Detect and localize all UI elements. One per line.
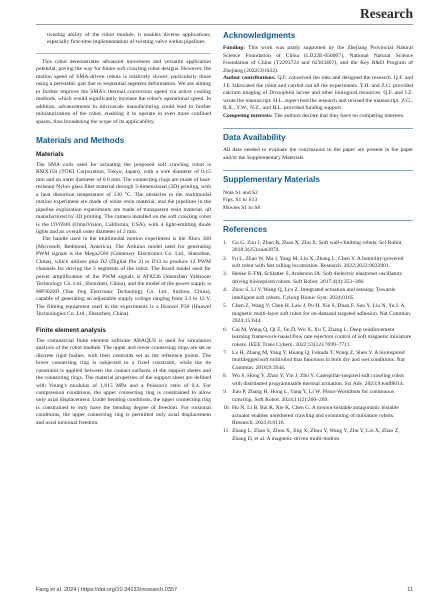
reference-text: Henke E-FM, Schlatter S, Anderson IA. Soft dielectric elastomer oscillators driving bioinspired robots. Soft Robot. 2017;4(4):353–366. bbox=[232, 271, 402, 285]
reference-number: 8. bbox=[223, 373, 228, 380]
author-contributions-paragraph bbox=[223, 75, 413, 112]
reference-number: 1. bbox=[223, 239, 228, 246]
author-text-1: Q.F. conceived the idea and designed the research. Q.F. and J.F. fabricated the robot and carried out all the experiments. Y.H. and Z.G. provided calcium imaging of bbox=[223, 75, 413, 97]
reference-text: Zhou S, Li Y, Wang Q, Lyu Z. Integrated actuation and sensing: Towards intelligent soft robots. Cyborg Bionic Syst. 2024;0105. bbox=[232, 287, 396, 301]
reference-list bbox=[223, 240, 413, 444]
data-availability-heading: Data Availability bbox=[223, 132, 286, 142]
reference-item bbox=[223, 428, 413, 443]
reference-text: Hu N, Li B, Bai R, Xie K, Chen G. A torsion-bistable antagonistic bistable actuator enables untethered crawling and swimming of miniature robots. Research. 2023;6:0116. bbox=[232, 405, 399, 427]
competing-interests-paragraph bbox=[223, 113, 413, 120]
divider bbox=[36, 53, 211, 54]
reference-number: 11. bbox=[223, 428, 230, 435]
left-column bbox=[36, 32, 211, 427]
reference-text: Lu H, Zhang M, Yang Y, Huang Q, Fukuda T, Wang Z, Shen Y. A bioinspired multilegged soft millirobot that functions in both dry and wet conditions. Nat Commun. 2018;9:3944. bbox=[232, 349, 405, 371]
reference-number: 5. bbox=[223, 303, 228, 310]
reference-number: 6. bbox=[223, 326, 228, 333]
reference-item bbox=[223, 327, 413, 349]
header-rule bbox=[36, 24, 413, 25]
reference-text: Wu S, Hong Y, Zhao Y, Yin J, Zhu Y. Caterpillar-inspired soft crawling robot with distributed programmable thermal actuation. Sci Adv. 2023;9:eadf8014. bbox=[232, 373, 405, 387]
divider bbox=[223, 170, 413, 171]
reference-item bbox=[223, 373, 413, 388]
reference-number: 7. bbox=[223, 349, 228, 356]
reference-item bbox=[223, 405, 413, 427]
reference-text: Chen Z, Wang Y, Chen H, Law J, Pu H, Xie S, Duan F, Sun Y, Liu N, Yu J. A magnetic multi-layer soft robot for on-demand targeted adhesion. Nat Commun. 2024;15:644. bbox=[232, 303, 412, 325]
divider bbox=[223, 128, 413, 129]
reference-text: Gu G, Zou J, Zhao R, Zhao X, Zhu X. Soft wall-climbing robots. Sci Robot. 2018;3(25):eaat2874. bbox=[232, 239, 403, 254]
reference-text: Jiao P, Zhang H, Hong L, Yang Y, Li W. Piezo-Wormbots for continuous crawling. Soft Robot. 2024;11(2):260–269. bbox=[232, 389, 395, 403]
reference-number: 10. bbox=[223, 405, 230, 412]
reference-text: Cai M, Wang Q, Qi Z, Jin D, Wu X, Xu T, Zhang L. Deep reinforcement learning framework-based flow rate rejection control of soft magnetic miniature robots. IEEE Trans Cybern. 2022;53(12):7699–7711. bbox=[232, 326, 412, 348]
funding-label: Funding: bbox=[223, 45, 246, 52]
fea-heading: Finite element analysis bbox=[36, 327, 106, 335]
data-availability-text: All data needed to evaluate the conclusions in the paper are present in the paper and/or the Supplementary Materials. bbox=[223, 147, 413, 161]
reference-text: Fu L, Zhao W, Ma J, Yang M, Liu X, Zhang L, Chen Y. A humidity-powered soft robot with fast rolling locomotion. Research. 2022;2022:9832901. bbox=[232, 255, 404, 269]
competing-interests-text: The authors declare that they have no competing interests. bbox=[272, 112, 405, 119]
intro-paragraph: This robot demonstrates advanced movement and versatile application potential, paving the way for future soft crawling robot designs. However, the motion speed of SMA-driven robots is relatively slower, particularly those using a peristaltic gait due to sequential segment deformation. We are aiming to further improve the SMA's thermal convection speed via active cooling methods, which would significantly increase the robot's operational speed. In addition, advancements in microscale manufacturing could lead to further miniaturization of the robot, enabling it to operate in even more confined spaces, thus broadening the scope of its applicability. bbox=[36, 58, 211, 125]
reference-item bbox=[223, 271, 413, 286]
reference-number: 4. bbox=[223, 287, 228, 294]
supplementary-item: Note S1 and S2 bbox=[223, 189, 258, 196]
page-footer bbox=[36, 587, 413, 593]
divider bbox=[223, 220, 413, 221]
supplementary-item: Movies S1 to S8 bbox=[223, 204, 261, 211]
fea-paragraph: The commercial finite element software ABAQUS is used for simulation analysis of the robot module. The upper and lower connecting rings are set as discrete rigid bodies, with their centroids set as the reference points. The lower connecting ring is subjected to a fixed constraint, while the tie constraint is applied between the contact surfaces of the support sheets and the connecting rings. The material properties of the support sheet are defined with Young's modulus of 1,615 MPa and a Poisson's ratio of 0.4. For compression conditions, the upper connecting ring is constrained to allow only axial displacement. Under bending conditions, the upper connecting ring is constrained to only have the bending degree of freedom. For torsional conditions, the upper connecting ring is permitted only axial displacement and axial torsional freedom. bbox=[36, 337, 211, 426]
methods-heading: Materials and Methods bbox=[36, 135, 125, 145]
reference-item bbox=[223, 389, 413, 404]
supplementary-item: Figs. S1 to S13 bbox=[223, 197, 258, 204]
supplementary-heading: Supplementary Materials bbox=[223, 175, 320, 185]
reference-item bbox=[223, 256, 413, 271]
intro-continued-text: twisting ability of the robot module, it enables diverse applications, especially first-time implementation of twisting valve within pipelines. bbox=[47, 32, 211, 46]
citation-link[interactable]: Fang et al. 2024 | https://doi.org/10.34133/research.0357 bbox=[36, 587, 178, 593]
author-contributions-label: Author contributions: bbox=[223, 75, 276, 82]
competing-interests-label: Competing interests: bbox=[223, 112, 273, 119]
reference-item bbox=[223, 240, 413, 255]
right-column bbox=[223, 32, 413, 444]
reference-item bbox=[223, 303, 413, 325]
journal-name: Research bbox=[360, 6, 413, 21]
reference-text: Zhang L, Zhao S, Zhou X, Jing X, Zhou Y, Wang Y, Zhu Y, Liu X, Zhao Z, Zhang D, et al. A magnetic-driven multi-motion bbox=[232, 428, 400, 442]
funding-paragraph bbox=[223, 45, 413, 75]
author-italic: Drosophila bbox=[269, 90, 295, 97]
references-heading: References bbox=[223, 225, 268, 235]
materials-heading: Materials bbox=[36, 151, 64, 159]
reference-number: 2. bbox=[223, 255, 228, 262]
author-text-2: larvae and other biological resources. Q.F. and J.Z. wrote the manuscript. H.L. supervised the research and revised the manuscript. Z.G., R.X., Y.W., N.Z., and H.L. provided funding support. bbox=[223, 90, 413, 112]
materials-paragraph-1: The SMA coils used for actuating the proposed soft crawling robot is BMX150 (TOKI Corporation, Tokyo, Japan), with a wire diameter of 0.15 mm and an outer diameter of 0.6 mm. The connecting rings are made of heat-resistant Nylon glass fiber material through 3-dimensional (3D) printing, with a heat distortion temperature of 130 °C. The obstacles in the multimodal motion experiment are made of white resin material, and the pipelines in the pipeline exploration experiments are made of transparent resin material, all manufactured by 3D printing. The camera installed on the soft crawling robot is the OV6946 (OmniVision, California, USA), with 4 light-emitting diode lights and an overall outer diameter of 2 mm. bbox=[36, 161, 211, 235]
funding-text: This work was partly supported by the Zhejiang Provincial Natural Science Foundation of China (LD22E-050007), National Natural Science Foundation of China (T2293724 and 62303407), and the Key R&D Program of Zhejiang (2022C01022). bbox=[223, 45, 413, 74]
acknowledgments-heading: Acknowledgments bbox=[223, 31, 296, 40]
reference-item bbox=[223, 287, 413, 302]
page-number: 11 bbox=[407, 587, 413, 593]
materials-paragraph-2: The handle used in the multimodal motion experiment is the Xbox 360 (Microsoft, Redmond, America). The Arduino model used for generating PWM signals is the Mega2560 (Centenary Electronics Co. Ltd., Shenzhen, China), which utilizes pins D2 (Digital Pin 2) to D13 to produce 12 PWM channels for driving the 3 segments of the robot. The board model used for power amplification of the PWM signals is AT8236 (Shenzhen Yahboom Technology Co. Ltd., Shenzhen, China), and the model of the power supply is MP3020D (Yan Jing Electronic Technology Co. Ltd., Suzhou, China), capable of generating an adjustable supply voltage ranging from 3.3 to 12 V. The filming equipment used in the experiments is a Huawei P30 (Huawei Technologies Co. Ltd., Shenzhen, China). bbox=[36, 236, 211, 317]
reference-number: 3. bbox=[223, 271, 228, 278]
reference-item bbox=[223, 350, 413, 372]
reference-number: 9. bbox=[223, 389, 228, 396]
